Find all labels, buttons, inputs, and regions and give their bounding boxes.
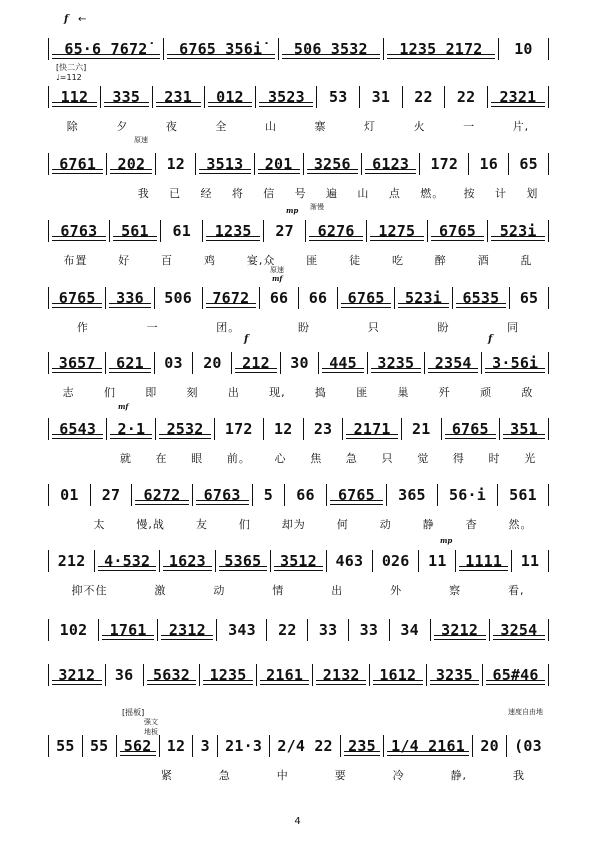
lyric: 匪 — [356, 386, 369, 399]
measure: 7672 — [203, 287, 260, 309]
measure: 66 — [285, 484, 327, 506]
lyric: 一 — [146, 321, 159, 334]
lyrics-row — [48, 384, 548, 400]
measure: 6765 356i̇ — [164, 38, 279, 60]
measure: 506 3532 — [279, 38, 385, 60]
lyric: 团。 — [216, 321, 241, 334]
measure: 21 — [402, 418, 442, 440]
dynamics-mark: mf — [118, 402, 129, 411]
lyric: 火 — [413, 120, 426, 133]
measure: 351 — [500, 418, 549, 440]
lyric: 光 — [524, 452, 537, 465]
measure: 3235 — [427, 664, 484, 686]
dynamics-forte: f — [64, 14, 69, 25]
lyric: 出 — [227, 386, 240, 399]
measure: 172 — [420, 153, 469, 175]
lyric: 计 — [494, 187, 507, 200]
lyric: 片, — [512, 120, 530, 133]
lyric: 却为 — [281, 518, 306, 531]
lyric: 敌 — [521, 386, 534, 399]
measure: 12 — [264, 418, 304, 440]
measure: 12 — [156, 153, 196, 175]
lyric: 静 — [422, 518, 435, 531]
lyric: 百 — [161, 254, 174, 267]
lyric: 我 — [137, 187, 150, 200]
measure: 112 — [49, 86, 101, 108]
notes-row — [48, 220, 549, 242]
lyric: 友 — [195, 518, 208, 531]
measure: 30 — [281, 352, 320, 374]
lyric: 出 — [331, 584, 344, 597]
notes-row — [48, 153, 549, 175]
measure: 65 — [510, 287, 549, 309]
measure: 55 — [83, 735, 117, 757]
lyric: 山 — [264, 120, 277, 133]
measure: 31 — [360, 86, 403, 108]
measure: 562 — [117, 735, 160, 757]
lyric: 们 — [238, 518, 251, 531]
measure: 6765 — [338, 287, 395, 309]
lyric: 我 — [512, 769, 525, 782]
notes-row — [48, 38, 549, 60]
lyric: 捣 — [314, 386, 327, 399]
measure: 3235 — [368, 352, 425, 374]
section-label: [快二六] — [56, 63, 87, 72]
tempo-text: 原速 — [270, 266, 284, 274]
measure: 55 — [49, 735, 83, 757]
measure: 56·i — [438, 484, 498, 506]
measure: 6543 — [49, 418, 107, 440]
measure: 53 — [317, 86, 360, 108]
lyric: 得 — [452, 452, 465, 465]
tempo-text: 速度自由地 — [508, 708, 543, 716]
notes-row — [48, 287, 549, 309]
lyric: 全 — [215, 120, 228, 133]
lyric: 夕 — [116, 120, 129, 133]
measure: 2132 — [313, 664, 370, 686]
notes-row — [48, 550, 549, 572]
lyric: 好 — [118, 254, 131, 267]
measure: (03 — [514, 737, 542, 755]
lyric: 燃。 — [420, 187, 445, 200]
lyric: 要 — [334, 769, 347, 782]
measure: 365 — [387, 484, 438, 506]
lyric: 布置 — [63, 254, 88, 267]
measure: 2/4 22 — [270, 735, 341, 757]
measure: 6765 — [428, 220, 489, 242]
notes-row — [48, 735, 549, 757]
section-label: [摇板] — [122, 708, 145, 717]
measure: 3212 — [49, 664, 106, 686]
lyric: 信 — [263, 187, 276, 200]
lyrics-row — [128, 185, 548, 201]
lyric: 匪 — [306, 254, 319, 267]
lyric: 动 — [379, 518, 392, 531]
measure: 23 — [304, 418, 344, 440]
measure: 1761 — [99, 619, 158, 641]
measure: 11 — [512, 550, 549, 572]
lyric: 现, — [269, 386, 286, 399]
lyric: 志 — [62, 386, 75, 399]
lyrics-row — [48, 319, 548, 335]
lyrics-row — [48, 582, 548, 598]
measure: 33 — [349, 619, 390, 641]
measure: 5 — [253, 484, 285, 506]
dynamics-mark: f — [244, 334, 249, 345]
lyric: 心 — [274, 452, 287, 465]
lyrics-row — [78, 516, 548, 532]
lyric: 徒 — [349, 254, 362, 267]
measure: 10 — [499, 38, 549, 60]
lyric: 夜 — [165, 120, 178, 133]
tempo-marking: ♩=112 — [56, 73, 82, 82]
lyric: 就 — [119, 452, 132, 465]
measure: 66 — [299, 287, 338, 309]
measure: 506 — [155, 287, 203, 309]
lyric: 吃 — [391, 254, 404, 267]
lyric: 遍 — [326, 187, 339, 200]
measure: 3 — [193, 735, 218, 757]
measure: 16 — [469, 153, 509, 175]
lyric: 宴,众 — [246, 254, 276, 267]
notes-row — [48, 619, 549, 641]
measure: 3·56i — [482, 352, 549, 374]
lyric: 动 — [213, 584, 226, 597]
lyric: 一 — [463, 120, 476, 133]
lyrics-row — [138, 767, 548, 783]
measure: 172 — [215, 418, 264, 440]
measure: 12 — [160, 735, 194, 757]
lyric: 盼 — [298, 321, 311, 334]
lyric: 时 — [488, 452, 501, 465]
measure: 4·532 — [95, 550, 160, 572]
lyric: 除 — [66, 120, 79, 133]
measure: 3212 — [431, 619, 490, 641]
measure: 463 — [327, 550, 373, 572]
measure: 6272 — [132, 484, 192, 506]
measure: 6123 — [362, 153, 420, 175]
measure: 212 — [49, 550, 95, 572]
lyric: 们 — [103, 386, 116, 399]
dynamics-mark: f — [488, 334, 493, 345]
measure: 27 — [264, 220, 306, 242]
tempo-text: 渐慢 — [310, 203, 324, 211]
measure: 561 — [110, 220, 161, 242]
measure: 202 — [107, 153, 156, 175]
measure: 1111 — [456, 550, 512, 572]
page-number: 4 — [294, 816, 301, 827]
lyric: 情 — [272, 584, 285, 597]
lyric: 在 — [155, 452, 168, 465]
lyric: 抑不住 — [71, 584, 108, 597]
measure: 34 — [390, 619, 431, 641]
lyric: 看, — [508, 584, 525, 597]
measure: 2532 — [156, 418, 214, 440]
lyric: 将 — [231, 187, 244, 200]
lyric: 眼 — [191, 452, 204, 465]
measure: 6761 — [49, 153, 107, 175]
lyric: 划 — [526, 187, 539, 200]
measure: 22 — [445, 86, 488, 108]
measure: 3256 — [304, 153, 362, 175]
lyric: 作 — [76, 321, 89, 334]
lyric: 顽 — [480, 386, 493, 399]
lyric: 号 — [294, 187, 307, 200]
performance-note: 强文地板 — [144, 718, 158, 736]
measure: 3523 — [256, 86, 317, 108]
lyric: 静, — [450, 769, 468, 782]
measure: 343 — [217, 619, 267, 641]
measure: 20 — [193, 352, 232, 374]
lyric: 前。 — [226, 452, 251, 465]
measure: 3513 — [196, 153, 254, 175]
measure: 3512 — [271, 550, 327, 572]
measure: 65·6 7672̇ — [49, 38, 164, 60]
measure: 445 — [319, 352, 367, 374]
lyric: 醉 — [434, 254, 447, 267]
measure: 2312 — [158, 619, 217, 641]
notes-row — [48, 484, 549, 506]
lyric: 鸡 — [204, 254, 216, 267]
measure: 22 — [267, 619, 308, 641]
measure: 235 — [341, 735, 384, 757]
measure: 6763 — [193, 484, 253, 506]
lyric: 寨 — [314, 120, 327, 133]
measure: 2·1 — [107, 418, 156, 440]
lyric: 急 — [345, 452, 358, 465]
lyric: 按 — [463, 187, 476, 200]
measure: 33 — [308, 619, 349, 641]
notes-row — [48, 86, 549, 108]
lyric: 只 — [367, 321, 380, 334]
notes-row — [48, 418, 549, 440]
measure: 5632 — [144, 664, 201, 686]
lyric: 杳 — [465, 518, 478, 531]
measure: 212 — [232, 352, 280, 374]
measure: 335 — [101, 86, 153, 108]
lyric: 山 — [357, 187, 370, 200]
lyric: 察 — [449, 584, 462, 597]
measure: 102 — [49, 619, 99, 641]
lyric: 刻 — [186, 386, 199, 399]
measure: 22 — [403, 86, 446, 108]
measure: 6535 — [453, 287, 510, 309]
lyric: 已 — [169, 187, 182, 200]
lyric: 何 — [336, 518, 349, 531]
dynamics-mark: mp — [440, 536, 453, 545]
lyric: 中 — [276, 769, 289, 782]
measure: 1/4 2161 — [384, 735, 473, 757]
measure: 1235 — [200, 664, 257, 686]
measure: 012 — [205, 86, 257, 108]
dynamics-mark: mf — [272, 274, 283, 283]
measure: 336 — [106, 287, 154, 309]
measure: 66 — [260, 287, 299, 309]
measure: 1235 — [203, 220, 264, 242]
lyric: 急 — [218, 769, 231, 782]
measure: 1235 2172 — [384, 38, 499, 60]
measure: 65 — [509, 153, 549, 175]
measure: 6765 — [49, 287, 106, 309]
measure: 1612 — [370, 664, 427, 686]
measure: 01 — [49, 484, 91, 506]
measure: 1275 — [367, 220, 428, 242]
tempo-text: 原速 — [134, 136, 148, 144]
measure: 026 — [373, 550, 419, 572]
measure: 21·3 — [218, 735, 270, 757]
lyric: 酒 — [477, 254, 490, 267]
measure: 523i — [395, 287, 452, 309]
measure: 2171 — [343, 418, 401, 440]
measure: 2161 — [257, 664, 314, 686]
lyric: 同 — [507, 321, 520, 334]
lyric: 乱 — [520, 254, 533, 267]
dynamics-mark: mp — [286, 206, 299, 215]
measure: 6765 — [442, 418, 500, 440]
lyric: 紧 — [160, 769, 173, 782]
lyric: 觉 — [417, 452, 430, 465]
measure: 20 — [473, 735, 507, 757]
lyric: 冷 — [392, 769, 405, 782]
lyric: 巢 — [397, 386, 410, 399]
measure: 65#46 — [483, 664, 549, 686]
measure: 561 — [498, 484, 549, 506]
lyric: 然。 — [508, 518, 533, 531]
lyric: 即 — [145, 386, 158, 399]
measure: 2321 — [488, 86, 549, 108]
lyric: 经 — [200, 187, 213, 200]
lyric: 外 — [390, 584, 403, 597]
measure: 3657 — [49, 352, 106, 374]
measure: 523i — [488, 220, 549, 242]
lyric: 太 — [93, 518, 106, 531]
measure: 2354 — [425, 352, 482, 374]
lyric: 只 — [381, 452, 394, 465]
measure: 6763 — [49, 220, 110, 242]
arrow-left-icon: ← — [78, 14, 87, 25]
measure: 27 — [91, 484, 133, 506]
lyric: 焦 — [310, 452, 323, 465]
notes-row — [48, 664, 549, 686]
measure: 621 — [106, 352, 154, 374]
measure: 61 — [161, 220, 203, 242]
lyric: 灯 — [364, 120, 377, 133]
measure: 11 — [419, 550, 456, 572]
lyric: 激 — [154, 584, 167, 597]
measure: 36 — [106, 664, 144, 686]
lyric: 慢,战 — [136, 518, 165, 531]
measure: 1623 — [160, 550, 216, 572]
lyric: 点 — [388, 187, 401, 200]
measure: 6276 — [306, 220, 367, 242]
lyrics-row — [48, 118, 548, 134]
measure: 231 — [153, 86, 205, 108]
lyrics-row — [48, 252, 548, 268]
measure: 6765 — [327, 484, 387, 506]
lyric: 歼 — [438, 386, 451, 399]
notes-row — [48, 352, 549, 374]
measure: 5365 — [216, 550, 272, 572]
lyric: 盼 — [437, 321, 450, 334]
measure: 201 — [255, 153, 304, 175]
measure: 03 — [155, 352, 194, 374]
lyrics-row — [108, 450, 548, 466]
measure: 3254 — [490, 619, 549, 641]
